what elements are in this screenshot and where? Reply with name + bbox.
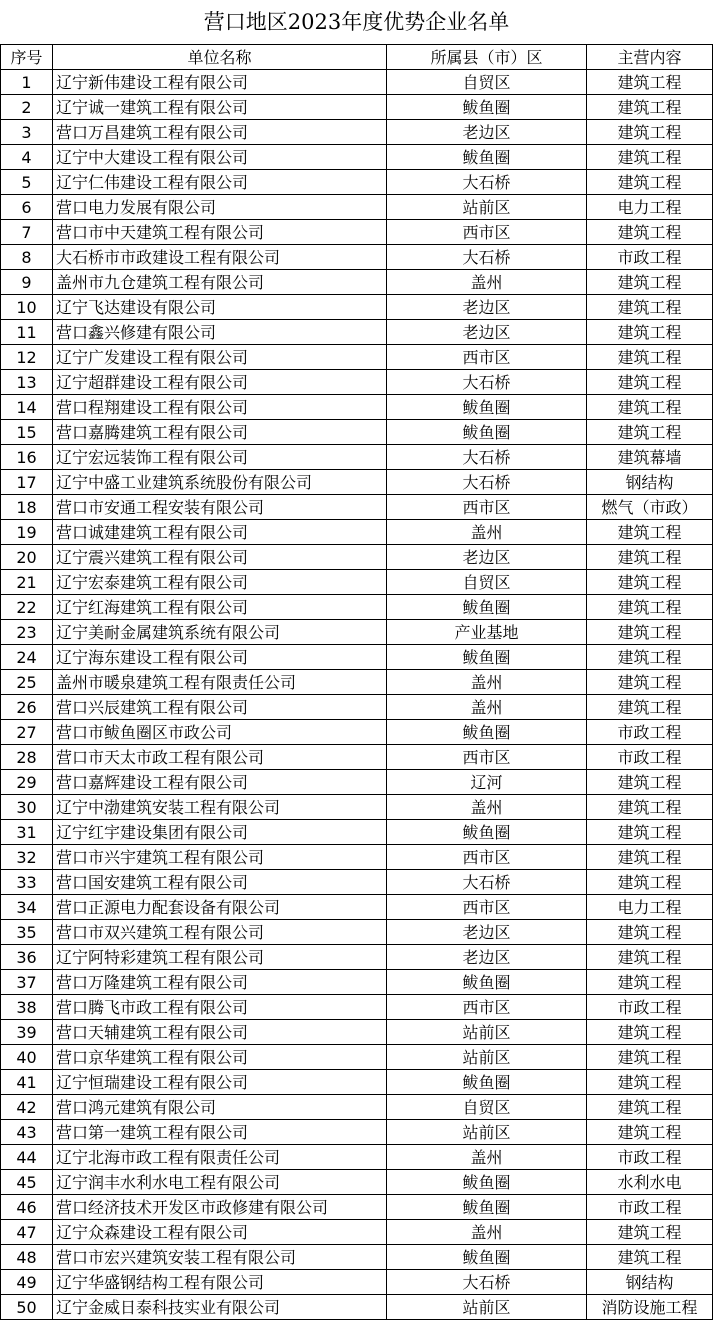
district-cell[interactable]: 西市区 [387,995,587,1020]
row-index-cell[interactable]: 11 [1,320,53,345]
business-cell[interactable]: 市政工程 [587,245,713,270]
row-index-cell[interactable]: 14 [1,395,53,420]
business-cell[interactable]: 建筑工程 [587,220,713,245]
business-cell[interactable]: 建筑工程 [587,695,713,720]
district-cell[interactable]: 鲅鱼圈 [387,595,587,620]
business-cell[interactable]: 钢结构 [587,470,713,495]
table-body [1,70,713,1320]
table-row [1,970,713,995]
business-cell[interactable]: 建筑工程 [587,1245,713,1270]
company-name-cell[interactable]: 辽宁宏远装饰工程有限公司 [53,445,387,470]
business-cell[interactable]: 建筑工程 [587,270,713,295]
district-cell[interactable]: 鲅鱼圈 [387,145,587,170]
header-business[interactable]: 主营内容 [587,45,713,70]
district-cell[interactable]: 大石桥 [387,170,587,195]
business-cell[interactable]: 建筑工程 [587,1120,713,1145]
header-district[interactable]: 所属县（市）区 [387,45,587,70]
company-name-cell[interactable]: 辽宁红宇建设集团有限公司 [53,820,387,845]
row-index-cell[interactable]: 2 [1,95,53,120]
district-cell[interactable]: 自贸区 [387,1095,587,1120]
row-index-cell[interactable]: 17 [1,470,53,495]
table-row [1,1270,713,1295]
company-name-cell[interactable]: 营口嘉腾建筑工程有限公司 [53,420,387,445]
district-cell[interactable]: 西市区 [387,845,587,870]
company-name-cell[interactable]: 辽宁广发建设工程有限公司 [53,345,387,370]
company-name-cell[interactable]: 辽宁宏泰建筑工程有限公司 [53,570,387,595]
business-cell[interactable]: 建筑工程 [587,345,713,370]
business-cell[interactable]: 建筑工程 [587,620,713,645]
enterprise-table [0,44,713,1320]
district-cell[interactable]: 产业基地 [387,620,587,645]
table-row [1,70,713,95]
row-index-cell[interactable]: 46 [1,1195,53,1220]
company-name-cell[interactable]: 营口市双兴建筑工程有限公司 [53,920,387,945]
district-cell[interactable]: 老边区 [387,545,587,570]
table-row [1,720,713,745]
district-cell[interactable]: 站前区 [387,195,587,220]
table-row [1,1070,713,1095]
header-company-name[interactable]: 单位名称 [53,45,387,70]
district-cell[interactable]: 盖州 [387,670,587,695]
business-cell[interactable]: 建筑工程 [587,170,713,195]
table-row [1,295,713,320]
table-row [1,420,713,445]
table-row [1,220,713,245]
district-cell[interactable]: 站前区 [387,1020,587,1045]
district-cell[interactable]: 大石桥 [387,470,587,495]
table-row [1,695,713,720]
row-index-cell[interactable]: 15 [1,420,53,445]
company-name-cell[interactable]: 辽宁红海建筑工程有限公司 [53,595,387,620]
row-index-cell[interactable]: 31 [1,820,53,845]
row-index-cell[interactable]: 42 [1,1095,53,1120]
business-cell[interactable]: 市政工程 [587,995,713,1020]
business-cell[interactable]: 建筑工程 [587,920,713,945]
business-cell[interactable]: 建筑工程 [587,595,713,620]
company-name-cell[interactable]: 营口市中天建筑工程有限公司 [53,220,387,245]
row-index-cell[interactable]: 23 [1,620,53,645]
company-name-cell[interactable]: 大石桥市市政建设工程有限公司 [53,245,387,270]
table-row [1,995,713,1020]
table-row [1,920,713,945]
company-name-cell[interactable]: 营口市安通工程安装有限公司 [53,495,387,520]
company-name-cell[interactable]: 辽宁众森建设工程有限公司 [53,1220,387,1245]
company-name-cell[interactable]: 辽宁中大建设工程有限公司 [53,145,387,170]
table-row [1,320,713,345]
business-cell[interactable]: 建筑工程 [587,420,713,445]
business-cell[interactable]: 消防设施工程 [587,1295,713,1320]
company-name-cell[interactable]: 辽宁华盛钢结构工程有限公司 [53,1270,387,1295]
business-cell[interactable]: 建筑工程 [587,970,713,995]
table-row [1,170,713,195]
district-cell[interactable]: 站前区 [387,1045,587,1070]
row-index-cell[interactable]: 45 [1,1170,53,1195]
table-row [1,1170,713,1195]
row-index-cell[interactable]: 43 [1,1120,53,1145]
district-cell[interactable]: 自贸区 [387,70,587,95]
header-index[interactable]: 序号 [1,45,53,70]
row-index-cell[interactable]: 41 [1,1070,53,1095]
district-cell[interactable]: 大石桥 [387,870,587,895]
table-row [1,1195,713,1220]
district-cell[interactable]: 西市区 [387,745,587,770]
business-cell[interactable]: 市政工程 [587,1195,713,1220]
row-index-cell[interactable]: 9 [1,270,53,295]
row-index-cell[interactable]: 5 [1,170,53,195]
table-row [1,1045,713,1070]
company-name-cell[interactable]: 营口市兴宇建筑工程有限公司 [53,845,387,870]
business-cell[interactable]: 建筑工程 [587,70,713,95]
row-index-cell[interactable]: 28 [1,745,53,770]
business-cell[interactable]: 建筑工程 [587,870,713,895]
district-cell[interactable]: 鲅鱼圈 [387,820,587,845]
company-name-cell[interactable]: 营口鸿元建筑有限公司 [53,1095,387,1120]
district-cell[interactable]: 鲅鱼圈 [387,970,587,995]
company-name-cell[interactable]: 盖州市暖泉建筑工程有限责任公司 [53,670,387,695]
business-cell[interactable]: 电力工程 [587,895,713,920]
business-cell[interactable]: 电力工程 [587,195,713,220]
table-row [1,945,713,970]
district-cell[interactable]: 盖州 [387,1220,587,1245]
district-cell[interactable]: 站前区 [387,1120,587,1145]
district-cell[interactable]: 大石桥 [387,245,587,270]
company-name-cell[interactable]: 辽宁恒瑞建设工程有限公司 [53,1070,387,1095]
company-name-cell[interactable]: 营口京华建筑工程有限公司 [53,1045,387,1070]
company-name-cell[interactable]: 营口市天太市政工程有限公司 [53,745,387,770]
table-row [1,795,713,820]
district-cell[interactable]: 盖州 [387,695,587,720]
company-name-cell[interactable]: 盖州市九仓建筑工程有限公司 [53,270,387,295]
table-row [1,520,713,545]
district-cell[interactable]: 鲅鱼圈 [387,420,587,445]
row-index-cell[interactable]: 20 [1,545,53,570]
row-index-cell[interactable]: 3 [1,120,53,145]
row-index-cell[interactable]: 19 [1,520,53,545]
company-name-cell[interactable]: 营口鑫兴修建有限公司 [53,320,387,345]
district-cell[interactable]: 大石桥 [387,370,587,395]
business-cell[interactable]: 燃气（市政） [587,495,713,520]
district-cell[interactable]: 大石桥 [387,1270,587,1295]
company-name-cell[interactable]: 辽宁新伟建设工程有限公司 [53,70,387,95]
district-cell[interactable]: 盖州 [387,270,587,295]
company-name-cell[interactable]: 辽宁阿特彩建筑工程有限公司 [53,945,387,970]
company-name-cell[interactable]: 营口万昌建筑工程有限公司 [53,120,387,145]
table-row [1,1295,713,1320]
table-row [1,195,713,220]
company-name-cell[interactable]: 辽宁海东建设工程有限公司 [53,645,387,670]
district-cell[interactable]: 鲅鱼圈 [387,1170,587,1195]
row-index-cell[interactable]: 12 [1,345,53,370]
table-row [1,645,713,670]
company-name-cell[interactable]: 营口市鲅鱼圈区市政公司 [53,720,387,745]
row-index-cell[interactable]: 37 [1,970,53,995]
table-row [1,470,713,495]
district-cell[interactable]: 鲅鱼圈 [387,95,587,120]
table-row [1,545,713,570]
business-cell[interactable]: 建筑工程 [587,1220,713,1245]
row-index-cell[interactable]: 32 [1,845,53,870]
company-name-cell[interactable]: 营口第一建筑工程有限公司 [53,1120,387,1145]
row-index-cell[interactable]: 50 [1,1295,53,1320]
table-row [1,670,713,695]
district-cell[interactable]: 老边区 [387,320,587,345]
row-index-cell[interactable]: 44 [1,1145,53,1170]
business-cell[interactable]: 建筑工程 [587,295,713,320]
row-index-cell[interactable]: 40 [1,1045,53,1070]
business-cell[interactable]: 钢结构 [587,1270,713,1295]
district-cell[interactable]: 鲅鱼圈 [387,645,587,670]
company-name-cell[interactable]: 辽宁超群建设工程有限公司 [53,370,387,395]
business-cell[interactable]: 建筑工程 [587,1045,713,1070]
table-row [1,1095,713,1120]
table-row [1,820,713,845]
district-cell[interactable]: 自贸区 [387,570,587,595]
table-row [1,370,713,395]
business-cell[interactable]: 建筑工程 [587,395,713,420]
row-index-cell[interactable]: 18 [1,495,53,520]
company-name-cell[interactable]: 营口电力发展有限公司 [53,195,387,220]
row-index-cell[interactable]: 22 [1,595,53,620]
table-row [1,270,713,295]
company-name-cell[interactable]: 辽宁北海市政工程有限责任公司 [53,1145,387,1170]
table-row [1,770,713,795]
company-name-cell[interactable]: 辽宁飞达建设有限公司 [53,295,387,320]
row-index-cell[interactable]: 33 [1,870,53,895]
company-name-cell[interactable]: 辽宁中渤建筑安装工程有限公司 [53,795,387,820]
row-index-cell[interactable]: 36 [1,945,53,970]
company-name-cell[interactable]: 营口嘉辉建设工程有限公司 [53,770,387,795]
business-cell[interactable]: 建筑工程 [587,545,713,570]
row-index-cell[interactable]: 21 [1,570,53,595]
company-name-cell[interactable]: 辽宁美耐金属建筑系统有限公司 [53,620,387,645]
header-row [1,45,713,70]
table-row [1,1145,713,1170]
company-name-cell[interactable]: 营口诚建建筑工程有限公司 [53,520,387,545]
table-row [1,1020,713,1045]
table-row [1,870,713,895]
business-cell[interactable]: 建筑工程 [587,1095,713,1120]
company-name-cell[interactable]: 营口万隆建筑工程有限公司 [53,970,387,995]
page-title: 营口地区2023年度优势企业名单 [203,10,510,34]
row-index-cell[interactable]: 25 [1,670,53,695]
table-row [1,745,713,770]
table-row [1,1220,713,1245]
table-row [1,395,713,420]
company-name-cell[interactable]: 辽宁仁伟建设工程有限公司 [53,170,387,195]
business-cell[interactable]: 建筑工程 [587,795,713,820]
table-row [1,895,713,920]
table-row [1,245,713,270]
row-index-cell[interactable]: 26 [1,695,53,720]
business-cell[interactable]: 建筑工程 [587,1070,713,1095]
district-cell[interactable]: 大石桥 [387,445,587,470]
district-cell[interactable]: 鲅鱼圈 [387,1245,587,1270]
row-index-cell[interactable]: 27 [1,720,53,745]
row-index-cell[interactable]: 35 [1,920,53,945]
business-cell[interactable]: 建筑工程 [587,670,713,695]
district-cell[interactable]: 鲅鱼圈 [387,395,587,420]
company-name-cell[interactable]: 营口兴辰建筑工程有限公司 [53,695,387,720]
business-cell[interactable]: 建筑工程 [587,370,713,395]
table-row [1,1245,713,1270]
business-cell[interactable]: 建筑工程 [587,1020,713,1045]
district-cell[interactable]: 盖州 [387,1145,587,1170]
row-index-cell[interactable]: 24 [1,645,53,670]
table-row [1,345,713,370]
company-name-cell[interactable]: 营口天辅建筑工程有限公司 [53,1020,387,1045]
business-cell[interactable]: 建筑工程 [587,320,713,345]
business-cell[interactable]: 建筑工程 [587,95,713,120]
row-index-cell[interactable]: 29 [1,770,53,795]
company-name-cell[interactable]: 辽宁金威日泰科技实业有限公司 [53,1295,387,1320]
table-row [1,495,713,520]
district-cell[interactable]: 西市区 [387,895,587,920]
row-index-cell[interactable]: 48 [1,1245,53,1270]
district-cell[interactable]: 鲅鱼圈 [387,1070,587,1095]
table-row [1,120,713,145]
district-cell[interactable]: 老边区 [387,295,587,320]
business-cell[interactable]: 建筑工程 [587,845,713,870]
row-index-cell[interactable]: 34 [1,895,53,920]
business-cell[interactable]: 建筑工程 [587,120,713,145]
district-cell[interactable]: 站前区 [387,1295,587,1320]
business-cell[interactable]: 建筑工程 [587,520,713,545]
table-row [1,145,713,170]
row-index-cell[interactable]: 1 [1,70,53,95]
table-row [1,95,713,120]
business-cell[interactable]: 建筑工程 [587,570,713,595]
row-index-cell[interactable]: 49 [1,1270,53,1295]
district-cell[interactable]: 西市区 [387,220,587,245]
row-index-cell[interactable]: 7 [1,220,53,245]
company-name-cell[interactable]: 辽宁润丰水利水电工程有限公司 [53,1170,387,1195]
business-cell[interactable]: 建筑工程 [587,770,713,795]
district-cell[interactable]: 西市区 [387,495,587,520]
company-name-cell[interactable]: 辽宁震兴建筑工程有限公司 [53,545,387,570]
company-name-cell[interactable]: 营口经济技术开发区市政修建有限公司 [53,1195,387,1220]
business-cell[interactable]: 建筑幕墙 [587,445,713,470]
district-cell[interactable]: 鲅鱼圈 [387,720,587,745]
district-cell[interactable]: 老边区 [387,945,587,970]
row-index-cell[interactable]: 10 [1,295,53,320]
table-row [1,845,713,870]
business-cell[interactable]: 建筑工程 [587,945,713,970]
business-cell[interactable]: 水利水电 [587,1170,713,1195]
table-row [1,1120,713,1145]
table-row [1,595,713,620]
business-cell[interactable]: 建筑工程 [587,645,713,670]
company-name-cell[interactable]: 营口正源电力配套设备有限公司 [53,895,387,920]
table-row [1,570,713,595]
row-index-cell[interactable]: 30 [1,795,53,820]
row-index-cell[interactable]: 16 [1,445,53,470]
row-index-cell[interactable]: 39 [1,1020,53,1045]
row-index-cell[interactable]: 38 [1,995,53,1020]
company-name-cell[interactable]: 营口程翔建设工程有限公司 [53,395,387,420]
district-cell[interactable]: 老边区 [387,920,587,945]
district-cell[interactable]: 老边区 [387,120,587,145]
business-cell[interactable]: 市政工程 [587,745,713,770]
company-name-cell[interactable]: 辽宁诚一建筑工程有限公司 [53,95,387,120]
company-name-cell[interactable]: 辽宁中盛工业建筑系统股份有限公司 [53,470,387,495]
row-index-cell[interactable]: 6 [1,195,53,220]
table-row [1,445,713,470]
business-cell[interactable]: 市政工程 [587,720,713,745]
district-cell[interactable]: 盖州 [387,795,587,820]
district-cell[interactable]: 鲅鱼圈 [387,1195,587,1220]
business-cell[interactable]: 建筑工程 [587,145,713,170]
district-cell[interactable]: 辽河 [387,770,587,795]
row-index-cell[interactable]: 8 [1,245,53,270]
row-index-cell[interactable]: 13 [1,370,53,395]
business-cell[interactable]: 市政工程 [587,1145,713,1170]
company-name-cell[interactable]: 营口国安建筑工程有限公司 [53,870,387,895]
row-index-cell[interactable]: 47 [1,1220,53,1245]
business-cell[interactable]: 建筑工程 [587,820,713,845]
row-index-cell[interactable]: 4 [1,145,53,170]
company-name-cell[interactable]: 营口市宏兴建筑安装工程有限公司 [53,1245,387,1270]
table-row [1,620,713,645]
district-cell[interactable]: 盖州 [387,520,587,545]
company-name-cell[interactable]: 营口腾飞市政工程有限公司 [53,995,387,1020]
district-cell[interactable]: 西市区 [387,345,587,370]
